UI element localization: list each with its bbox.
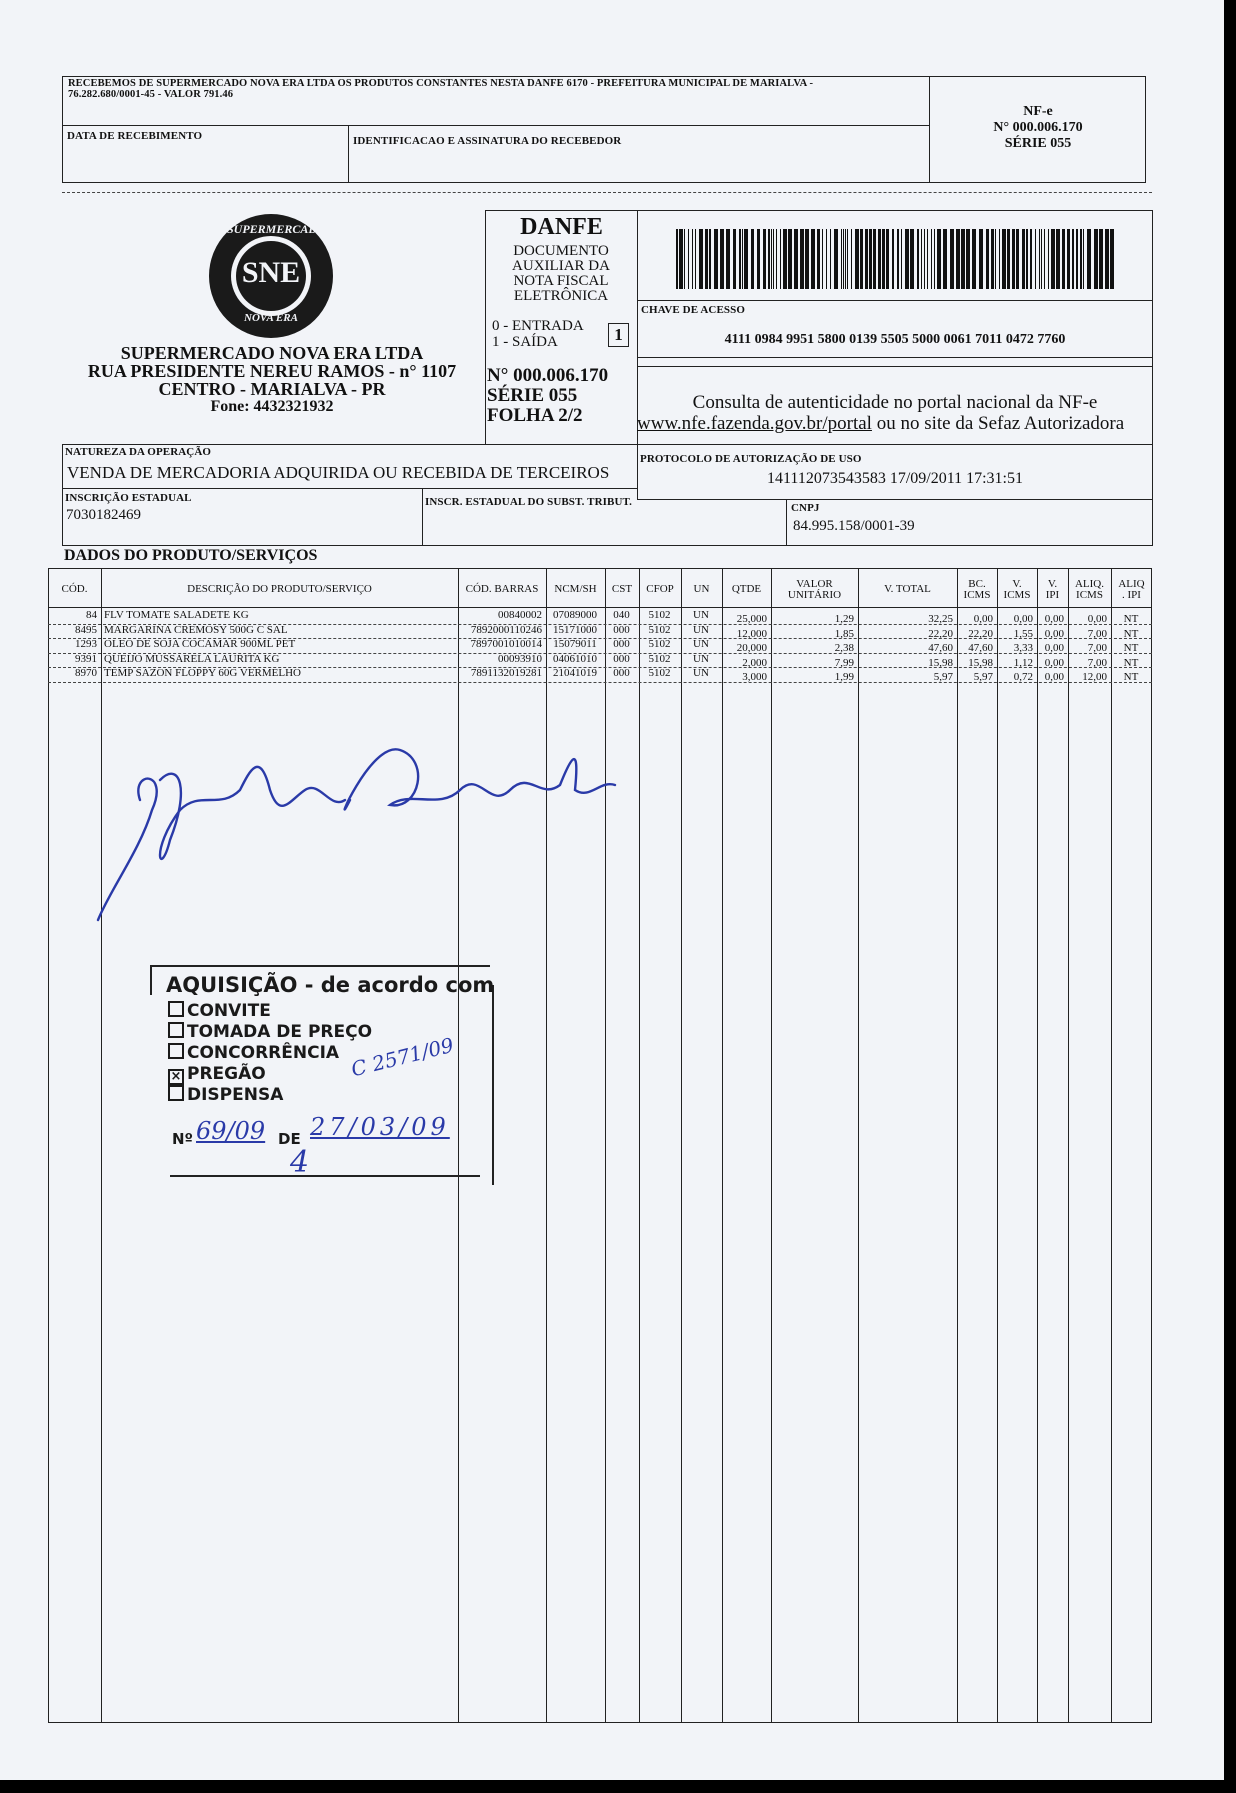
table-cell: 2,000 (742, 656, 767, 669)
table-cell: 5102 (648, 609, 671, 621)
stamp-date-value: 27/03/09 (310, 1113, 450, 1141)
column-header (722, 584, 771, 595)
table-cell: 0,00 (1044, 642, 1064, 655)
stamp-option-label: CONCORRÊNCIA (187, 1043, 340, 1063)
table-cell: 15171000 (553, 623, 597, 636)
access-key-value: 4111 0984 9951 5800 0139 5505 5000 0061 7011 0472 7760 (724, 332, 1066, 347)
issuer-block (62, 344, 482, 416)
danfe-number-block (487, 366, 608, 426)
table-cell: 15,98 (928, 656, 953, 669)
column-header (101, 584, 458, 595)
table-cell: 000 (613, 623, 630, 636)
table-cell: 0,00 (1013, 613, 1033, 625)
stamp-option-label: TOMADA DE PREÇO (187, 1022, 373, 1042)
stamp-option (168, 1022, 372, 1042)
column-header (858, 584, 957, 595)
stamp-option (168, 1085, 283, 1105)
access-key-barcode (676, 229, 1118, 289)
danfe-subtitle-line: DOCUMENTO (513, 243, 609, 259)
handwritten-signature (90, 730, 630, 930)
table-cell: 84 (86, 609, 97, 621)
table-cell: 12,000 (736, 627, 767, 640)
table-cell: 47,60 (968, 642, 993, 655)
receipt-nfe-box (930, 104, 1146, 152)
table-cell: UN (693, 652, 709, 665)
receipt-nfe-label: NF-e (1023, 104, 1053, 119)
column-header (48, 584, 101, 595)
column-header-line: V. (1012, 578, 1022, 590)
table-cell: 00840002 (498, 609, 542, 621)
stamp-note: C 2571/09 (348, 1032, 457, 1082)
table-cell: 040 (613, 609, 630, 621)
stamp-option-label: CONVITE (187, 1001, 271, 1021)
column-header-line: NCM/SH (554, 583, 597, 595)
column-header (458, 584, 546, 595)
table-cell: UN (693, 623, 709, 636)
table-cell: 7,00 (1087, 642, 1107, 655)
column-header (639, 584, 681, 595)
table-cell: 07089000 (553, 609, 597, 621)
stamp-number-value: 69/09 (196, 1117, 266, 1145)
receipt-signature-label: IDENTIFICACAO E ASSINATURA DO RECEBEDOR (353, 135, 622, 147)
column-header (1068, 579, 1111, 601)
table-cell: 9391 (75, 652, 97, 665)
logo-bottom-text: NOVA ERA (244, 312, 298, 324)
table-cell: 7,99 (834, 656, 854, 669)
table-cell: UN (693, 667, 709, 680)
table-cell: 5102 (648, 667, 671, 680)
column-header-line: . IPI (1122, 589, 1141, 601)
column-divider (639, 568, 640, 1723)
table-cell: 3,33 (1013, 642, 1033, 655)
column-header-line: V. TOTAL (884, 583, 931, 595)
table-cell: 0,00 (1044, 613, 1064, 625)
protocol-label: PROTOCOLO DE AUTORIZAÇÃO DE USO (640, 453, 862, 465)
receipt-text-line1: RECEBEMOS DE SUPERMERCADO NOVA ERA LTDA OS PRODUTOS CONSTANTES NESTA DANFE 6170 - PREFEITURA MUNICIPAL DE MARIALVA - (68, 78, 814, 89)
column-header (957, 579, 997, 601)
column-header-line: VALOR (796, 578, 833, 590)
table-cell: UN (693, 638, 709, 651)
column-header (546, 584, 605, 595)
table-cell: 5,97 (933, 671, 953, 684)
issuer-address: RUA PRESIDENTE NEREU RAMOS - n° 1107 (87, 361, 457, 381)
stamp-option-label: DISPENSA (187, 1085, 284, 1105)
table-cell: 1,85 (834, 627, 854, 640)
table-cell: 0,72 (1013, 671, 1033, 684)
logo-top-text: SUPERMERCADO (227, 222, 326, 236)
table-cell: 5,97 (973, 671, 993, 684)
table-cell: 0,00 (1087, 613, 1107, 625)
column-header (997, 579, 1037, 601)
danfe-entrada: 0 - ENTRADA (492, 318, 584, 334)
state-registration-value: 7030182469 (66, 507, 141, 523)
table-cell: 5102 (648, 652, 671, 665)
table-cell: 8970 (75, 667, 97, 680)
state-registration-label: INSCRIÇÃO ESTADUAL (65, 492, 192, 504)
column-header-line: ICMS (1076, 589, 1103, 601)
table-cell: 3,000 (742, 671, 767, 684)
checkbox-icon (168, 1001, 184, 1017)
column-divider (681, 568, 682, 1723)
column-header-line: BC. (968, 578, 986, 590)
operation-value: VENDA DE MERCADORIA ADQUIRIDA OU RECEBIDA DE TERCEIROS (67, 463, 610, 482)
checked-box-icon: × (168, 1069, 184, 1085)
table-cell: 22,20 (928, 627, 953, 640)
receipt-text-line2: 76.282.680/0001-45 - VALOR 791.46 (68, 89, 234, 100)
column-header-line: CÓD. BARRAS (465, 583, 539, 595)
column-header-line: IPI (1045, 589, 1060, 601)
column-divider (722, 568, 723, 1723)
danfe-subtitle-line: AUXILIAR DA (512, 258, 610, 274)
table-cell: 20,000 (736, 642, 767, 655)
table-cell: 7891132019281 (470, 667, 542, 680)
table-cell: OLEO DE SOJA COCAMAR 900ML PET (104, 638, 296, 651)
receipt-date-label: DATA DE RECEBIMENTO (67, 130, 203, 142)
table-cell: 21041019 (553, 667, 597, 680)
table-cell: NT (1123, 671, 1139, 684)
danfe-series: SÉRIE 055 (487, 385, 578, 406)
row-divider (48, 682, 1152, 683)
table-cell: 47,60 (928, 642, 953, 655)
table-cell: 32,25 (928, 613, 953, 625)
column-header-line: ALIQ (1118, 578, 1145, 590)
table-cell: 12,00 (1082, 671, 1107, 684)
table-cell: 1,12 (1013, 656, 1033, 669)
column-divider (997, 568, 998, 1723)
table-cell: NT (1123, 642, 1139, 655)
receipt-nfe-series: SÉRIE 055 (1004, 136, 1072, 151)
cnpj-value: 84.995.158/0001-39 (793, 518, 915, 534)
danfe-type-box: 1 (608, 323, 629, 347)
issuer-phone: Fone: 4432321932 (210, 398, 334, 415)
company-logo (207, 212, 335, 340)
column-divider (1068, 568, 1069, 1723)
operation-label: NATUREZA DA OPERAÇÃO (65, 446, 212, 458)
table-cell: 0,00 (1044, 656, 1064, 669)
table-cell: NT (1123, 656, 1139, 669)
table-cell: 7,00 (1087, 656, 1107, 669)
issuer-name: SUPERMERCADO NOVA ERA LTDA (120, 343, 424, 363)
consult-line-2 (637, 413, 1153, 435)
table-cell: 000 (613, 652, 630, 665)
stamp-title: AQUISIÇÃO - de acordo com (166, 973, 495, 997)
table-cell: 04061010 (553, 652, 597, 665)
column-header (1037, 579, 1068, 601)
table-cell: QUEIJO MUSSARELA LAURITA KG (104, 652, 280, 665)
stamp-option (168, 1043, 339, 1063)
stamp-option-label: PREGÃO (187, 1064, 266, 1084)
column-header (1111, 579, 1152, 601)
table-cell: NT (1123, 613, 1139, 625)
table-cell: 5102 (648, 623, 671, 636)
column-header-line: UN (693, 583, 710, 595)
table-cell: 7897001010014 (470, 638, 542, 651)
table-cell: 15079011 (553, 638, 597, 651)
column-divider (771, 568, 772, 1723)
stamp-option (168, 1001, 271, 1021)
checkbox-icon (168, 1085, 184, 1101)
table-cell: 00093910 (498, 652, 542, 665)
issuer-city: CENTRO - MARIALVA - PR (158, 379, 386, 399)
danfe-page: FOLHA 2/2 (487, 405, 583, 426)
danfe-subtitle-line: NOTA FISCAL (513, 273, 609, 289)
table-cell: 1293 (75, 638, 97, 651)
danfe-subtitle-line: ELETRÔNICA (513, 288, 609, 304)
table-cell: UN (693, 609, 709, 621)
column-header-line: ICMS (963, 589, 991, 601)
table-cell: NT (1123, 627, 1139, 640)
column-header-line: V. (1047, 578, 1058, 590)
cut-line (62, 192, 1152, 193)
protocol-value: 141112073543583 17/09/2011 17:31:51 (767, 470, 1023, 487)
table-cell: MARGARINA CREMOSY 500G C SAL (104, 623, 288, 636)
table-cell: 22,20 (968, 627, 993, 640)
table-cell: 0,00 (973, 613, 993, 625)
column-divider (957, 568, 958, 1723)
operation-box (62, 444, 1153, 546)
column-divider (858, 568, 859, 1723)
column-header-line: UNITÁRIO (787, 589, 842, 601)
table-cell: 0,00 (1044, 671, 1064, 684)
receipt-nfe-number: N° 000.006.170 (993, 120, 1083, 135)
table-cell: 1,99 (834, 671, 854, 684)
column-header-line: ICMS (1003, 589, 1031, 601)
table-cell: 1,29 (834, 613, 854, 625)
consult-line-1: Consulta de autenticidade no portal nacional da NF-e (692, 392, 1098, 413)
checkbox-icon (168, 1043, 184, 1059)
stamp-number-label: Nº (172, 1130, 194, 1148)
column-header-line: QTDE (731, 583, 762, 595)
column-header-line: CÓD. (61, 583, 88, 595)
table-cell: 25,000 (736, 613, 767, 625)
stamp-date-label: DE (278, 1130, 301, 1148)
danfe-title: DANFE (520, 214, 603, 240)
danfe-saida: 1 - SAÍDA (492, 334, 558, 350)
column-divider (1111, 568, 1112, 1723)
table-cell: 000 (613, 638, 630, 651)
st-registration-label: INSCR. ESTADUAL DO SUBST. TRIBUT. (425, 496, 632, 508)
table-cell: TEMP SAZON FLOPPY 60G VERMELHO (104, 667, 302, 680)
consult-portal-link[interactable]: www.nfe.fazenda.gov.br/portal (637, 413, 872, 434)
products-section-title: DADOS DO PRODUTO/SERVIÇOS (64, 547, 318, 564)
table-cell: 1,55 (1013, 627, 1033, 640)
stamp-option (168, 1064, 266, 1085)
acquisition-stamp (150, 965, 495, 1185)
table-cell: 7,00 (1087, 627, 1107, 640)
consult-line-2-rest: ou no site da Sefaz Autorizadora (871, 413, 1125, 434)
stamp-extra-mark: 4 (290, 1145, 310, 1180)
column-header (605, 584, 639, 595)
header-divider (48, 607, 1152, 608)
table-cell: 0,00 (1044, 627, 1064, 640)
column-header-line: CST (611, 583, 633, 595)
danfe-number: N° 000.006.170 (487, 365, 609, 386)
column-header (681, 584, 722, 595)
table-cell: 8495 (75, 623, 97, 636)
column-header-line: CFOP (646, 583, 674, 595)
checkbox-icon (168, 1022, 184, 1038)
column-header (771, 579, 858, 601)
table-cell: 000 (613, 667, 630, 680)
column-header-line: DESCRIÇÃO DO PRODUTO/SERVIÇO (187, 583, 372, 595)
danfe-subtitle (500, 244, 622, 304)
table-cell: FLV TOMATE SALADETE KG (104, 609, 249, 621)
table-cell: 15,98 (968, 656, 993, 669)
table-cell: 7892000110246 (470, 623, 542, 636)
table-cell: 5102 (648, 638, 671, 651)
column-header-line: ALIQ. (1074, 578, 1105, 590)
column-divider (1037, 568, 1038, 1723)
logo-monogram: SNE (241, 256, 301, 289)
table-cell: 2,38 (834, 642, 854, 655)
access-key-label: CHAVE DE ACESSO (641, 304, 745, 316)
cnpj-label: CNPJ (791, 502, 820, 514)
